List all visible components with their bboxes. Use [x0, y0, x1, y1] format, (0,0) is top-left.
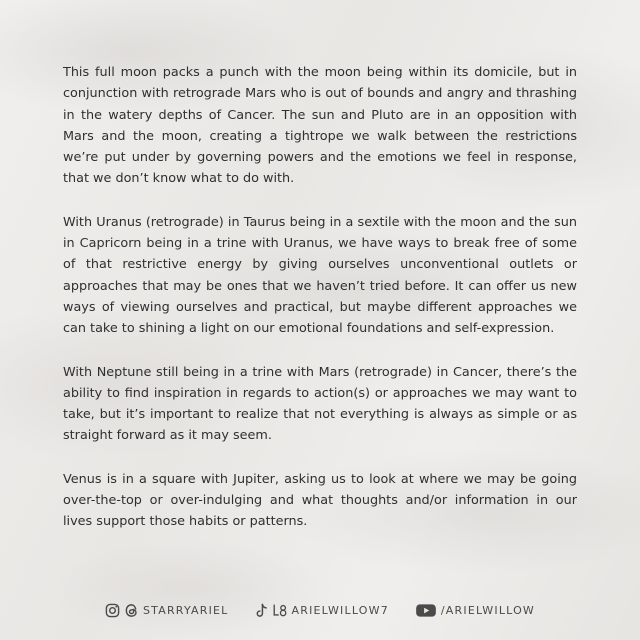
tiktok-icon[interactable]	[255, 603, 268, 618]
social-tiktok-lemon8[interactable]	[255, 603, 389, 618]
paragraph-2: With Uranus (retrograde) in Taurus being in a sextile with the moon and the sun in Capricorn being in a trine with Uranus, we have ways to break free of some of that restrictive energy by giving ourselves unconventional outlets or approaches that may be ones that we haven’t tried before. It can offer us new ways of viewing ourselves and practical, but maybe different approaches we can take to shining a light on our emotional foundations and self-expression.	[63, 214, 577, 337]
social-instagram-threads[interactable]	[105, 603, 229, 618]
paragraph-3: With Neptune still being in a trine with Mars (retrograde) in Cancer, there’s the ability to find inspiration in regards to action(s) or approaches we may want to take, but it’s important to realize that not everything is always as simple or as straight forward as it may seem.	[63, 364, 577, 444]
paragraph-4: Venus is in a square with Jupiter, asking us to look at where we may be going over-the-top or over-indulging and what thoughts and/or information in our lives support those habits or patterns.	[63, 471, 577, 530]
youtube-handle[interactable]: /ARIELWILLOW	[440, 604, 536, 617]
lemon8-icon[interactable]	[272, 603, 288, 618]
article-body	[63, 62, 577, 555]
paragraph-1: This full moon packs a punch with the moon being within its domicile, but in conjunction with retrograde Mars who is out of bounds and angry and thrashing in the watery depths of Cancer. The sun and Pluto are in an opposition with Mars and the moon, creating a tightrope we walk between the restrictions we’re put under by governing powers and the emotions we feel in response, that we don’t know what to do with.	[63, 65, 577, 187]
social-youtube[interactable]	[415, 603, 535, 618]
instagram-icon[interactable]	[105, 603, 120, 618]
instagram-handle[interactable]: STARRYARIEL	[142, 604, 229, 617]
tiktok-handle[interactable]: ARIELWILLOW7	[291, 604, 389, 617]
youtube-icon[interactable]	[415, 603, 437, 618]
threads-icon[interactable]	[124, 603, 139, 618]
social-footer	[0, 603, 640, 618]
